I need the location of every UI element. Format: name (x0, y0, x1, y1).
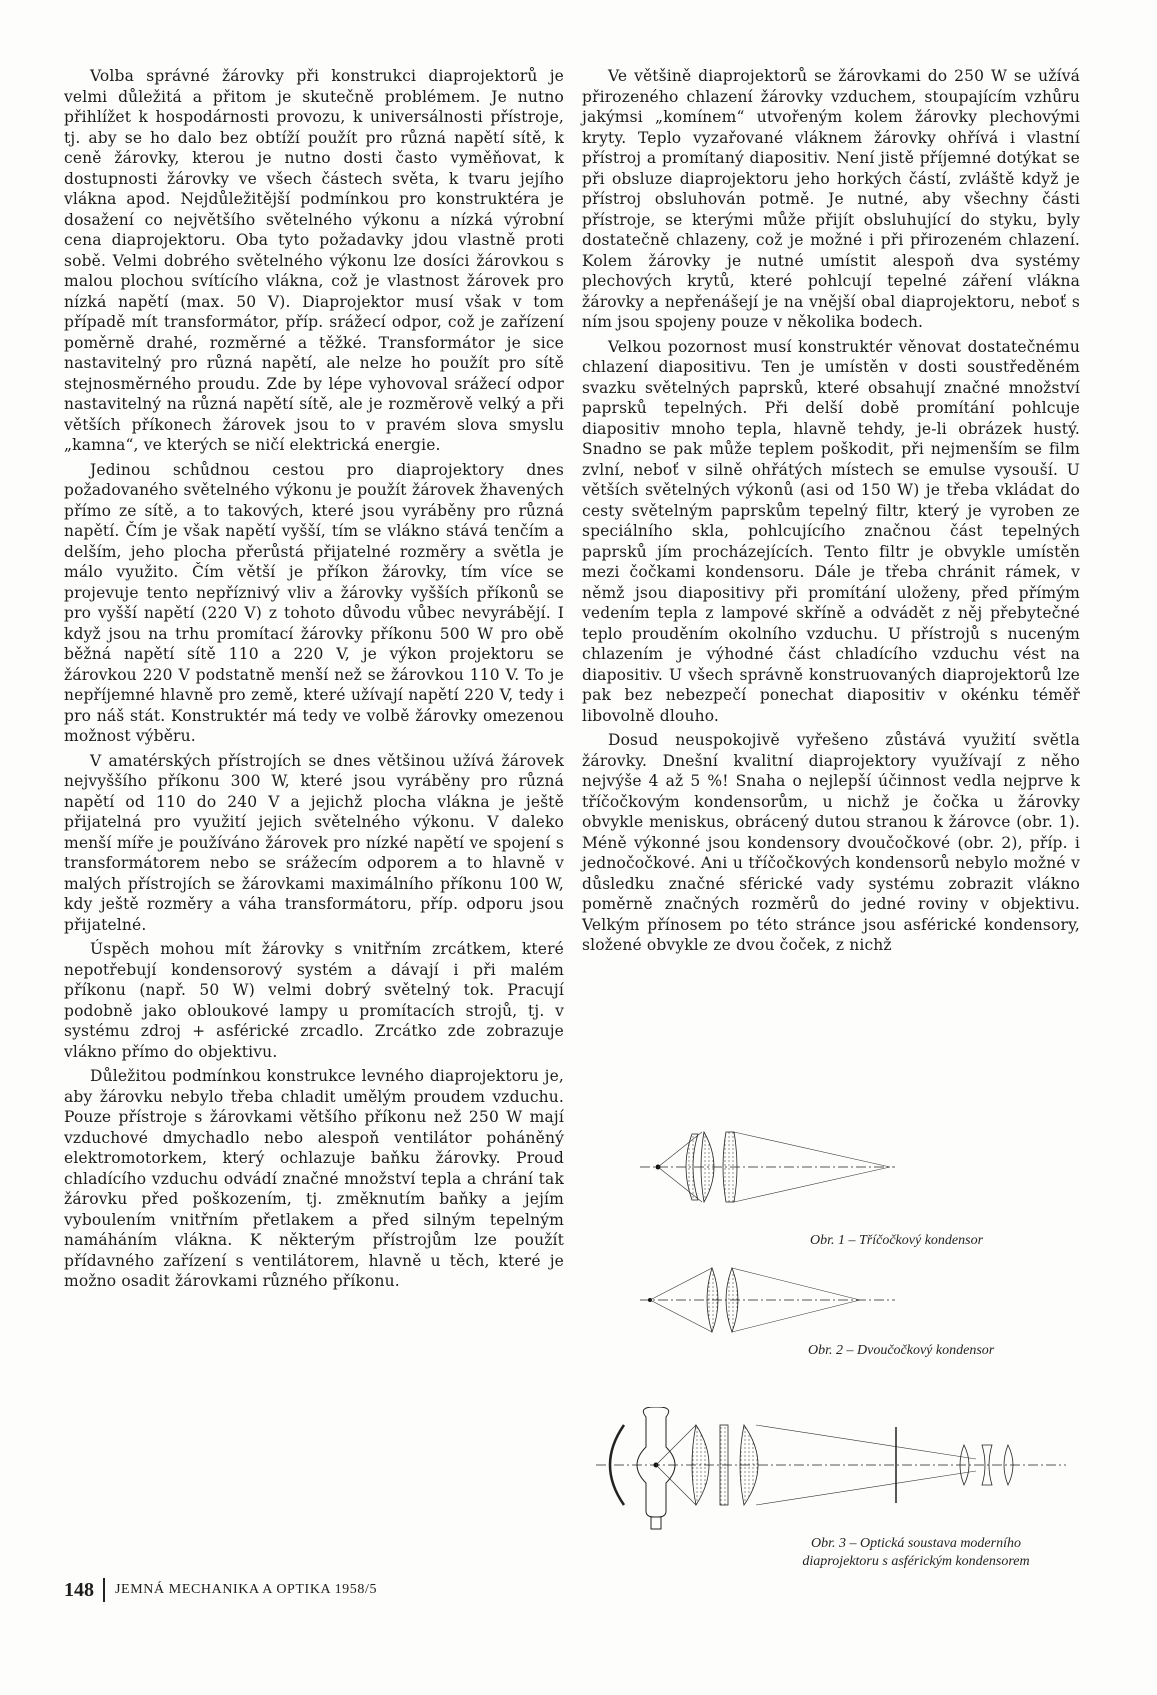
page-number: 148 (64, 1578, 94, 1601)
paragraph: Velkou pozornost musí konstruktér věnovat dostatečnému chlazení diapositivu. Ten je umístěn v dosti soustředěném svazku světelných paprsků, které obsahují značné množství paprsků tepelných. Při delší době promítání pohlcuje diapositiv mnoho tepla, hlavně tehdy, je-li obrázek hustý. Snadno se pak může teplem poškodit, při nejmenším se film zvlní, neboť v silně ohřátých místech se emulse vysouší. U větších světelných výkonů (asi od 150 W) je třeba vkládat do cesty světelným paprskům tepelný filtr, který je vyroben ze speciálního skla, pohlcujícího značnou část tepelných paprsků jím procházejících. Tento filtr je obvykle umístěn mezi čočkami kondensoru. Dále je třeba chránit rámek, v němž jsou diapositivy při promítání uloženy, před přímým vedením tepla z lampové skříně a odvádět z něj přebytečné teplo prouděním okolního vzduchu. U přístrojů s nuceným chlazením je výhodné část chladícího vzduchu vést na diapositiv. U všech správně konstruovaných diaprojektorů lze pak bez nebezpečí ponechat diapositiv v okénku téměř libovolně dlouho. (582, 337, 1080, 725)
paragraph: Úspěch mohou mít žárovky s vnitřním zrcátkem, které nepotřebují kondensorový systém a dávají i při malém příkonu (např. 50 W) velmi dobrý světelný tok. Pracují podobně jako obloukové lampy u promítacích strojů, tj. v systému zdroj + asférické zrcadlo. Zrcátko zde zobrazuje vlákno přímo do objektivu. (64, 940, 564, 1061)
journal-title: JEMNÁ MECHANIKA A OPTIKA 1958/5 (115, 1582, 378, 1597)
figure-three-lens-condenser (640, 1112, 1100, 1248)
figure-caption: Obr. 2 – Dvoučočkový kondensor (808, 1343, 995, 1358)
page-footer (64, 1578, 377, 1602)
paragraph: Dosud neuspokojivě vyřešeno zůstává využití světla žárovky. Dnešní kvalitní diaprojektory využívají z něho nejvýše 4 až 5 %! Snaha o nejlepší účinnost vedla nejprve k tříčočkovým kondensorům, u nichž je čočka u žárovky obvykle meniskus, obrácený dutou stranou k žárovce (obr. 1). Méně výkonné jsou kondensory dvoučočkové (obr. 2), příp. i jednočočkové. Ani u tříčočkových kondensorů nebylo možné v důsledku značné sférické vady systému zobrazit vlákno poměrně značných rozměrů do jedné roviny v objektivu. Velkým přínosem po této stránce jsou asférické kondensory, složené obvykle ze dvou čoček, z nichž (582, 731, 1080, 954)
footer-divider (103, 1578, 105, 1602)
paragraph: V amatérských přístrojích se dnes většinou užívá žárovek nejvyššího příkonu 300 W, které jsou vyráběny pro různá napětí od 110 do 240 V a jejichž plocha vlákna je ještě přijatelná pro využití jejich světelného výkonu. V daleko menší míře je používáno žárovek pro nízké napětí ve spojení s transformátorem nebo se srážecím odporem a to hlavně v malých přístrojích se žárovkami maximálního příkonu 100 W, kdy ještě rozměry a váha transformátoru, příp. odporu jsou přijatelné. (64, 751, 564, 934)
paragraph: Ve většině diaprojektorů se žárovkami do 250 W se užívá přirozeného chlazení žárovky vzduchem, stoupajícím vzhůru jakýmsi „komínem“ utvořeným kolem žárovky plechovými kryty. Teplo vyzařované vláknem žárovky ohřívá i vlastní přístroj a promítaný diapositiv. Není jistě příjemné dotýkat se při obsluze diaprojektoru jeho horkých částí, zvláště když je přístroj obsluhován potmě. Je nutné, aby všechny části přístroje, se kterými může přijít obsluhující do styku, byly dostatečně chlazeny, což je možné i při přirozeném chlazení. Kolem žárovky je nutné umístit alespoň dva systémy plechových krytů, které pohlcují tepelné záření vlákna žárovky a nepřenášejí je na vnější obal diaprojektoru, neboť s ním jsou spojeny pouze v několika bodech. (582, 67, 1080, 331)
projector-optical-system-diagram (596, 1407, 1076, 1537)
three-lens-condenser-diagram (640, 1112, 900, 1222)
figure-projector-optical-system (596, 1407, 1096, 1569)
two-lens-condenser-diagram (640, 1262, 900, 1338)
paragraph: Jedinou schůdnou cestou pro diaprojektory dnes požadovaného světelného výkonu je použít žárovek žhavených přímo ze sítě, a to takových, které jsou vyráběny pro různá napětí. Čím je však napětí vyšší, tím se vlákno stává tenčím a delším, jeho plocha přerůstá přijatelné rozměry a světla je málo využito. Čím větší je příkon žárovky, tím více se projevuje tento nepříznivý vliv a žárovky vyšších příkonů se pro vyšší napětí (220 V) z tohoto důvodu vůbec nevyrábějí. I když jsou na trhu promítací žárovky příkonu 500 W pro obě běžná napětí sítě 110 a 220 V, je výkon projektoru se žárovkou 220 V podstatně menší než se žárovkou 110 V. To je nepříjemné hlavně pro země, které užívají napětí 220 V, tedy i pro náš stát. Konstruktér má tedy ve volbě žárovky omezenou možnost výběru. (64, 460, 564, 745)
paragraph: Důležitou podmínkou konstrukce levného diaprojektoru je, aby žárovku nebylo třeba chladit umělým proudem vzduchu. Pouze přístroje s žárovkami většího příkonu než 250 W mají vzduchové dmychadlo nebo alespoň ventilátor poháněný elektromotorkem, který ochlazuje baňku žárovky. Proud chladícího vzduchu odvádí značné množství tepla a chrání tak žárovku před poškozením, tj. změknutím baňky a jejím vyboulením vnitřním přetlakem a před silným tepelným namáháním vlákna. K některým přístrojům lze použít přídavného zařízení s ventilátorem, hlavně u těch, které je možno osadit žárovkami různého příkonu. (64, 1067, 564, 1290)
right-column (582, 66, 1080, 960)
caption-line: diaprojektoru s asférickým kondensorem (802, 1554, 1030, 1569)
figure-caption: Obr. 1 – Tříčočkový kondensor (810, 1233, 984, 1248)
figure-caption (746, 1535, 1086, 1571)
caption-line: Obr. 3 – Optická soustava moderního (811, 1536, 1021, 1551)
figure-two-lens-condenser (640, 1262, 1100, 1358)
paragraph: Volba správné žárovky při konstrukci diaprojektorů je velmi důležitá a přitom je skutečně problémem. Je nutno přihlížet k hospodárnosti provozu, k universálnosti přístroje, tj. aby se ho dalo bez obtíží použít pro různá napětí sítě, k ceně žárovky, kterou je nutno dosti často vyměňovat, k dostupnosti žárovky ve všech částech světa, k tvaru jejího vlákna apod. Nejdůležitější podmínkou pro konstruktéra je dosažení co největšího světelného výkonu a nízká výrobní cena diaprojektoru. Oba tyto požadavky jdou vlastně proti sobě. Velmi dobrého světelného výkonu lze dosíci žárovkou s malou plochou svítícího vlákna, což je vlastnost žárovek pro nízká napětí (max. 50 V). Diaprojektor musí však v tom případě mít transformátor, příp. srážecí odpor, což je zařízení poměrně drahé, rozměrné a těžké. Transformátor je sice nastavitelný pro různá napětí, ale nelze ho použít pro sítě stejnosměrného proudu. Zde by lépe vyhovoval srážecí odpor nastavitelný na různá napětí sítě, ale je rozměrově velký a při větších příkonech žárovek jsou to v pravém slova smyslu „kamna“, ve kterých se ničí elektrická energie. (64, 67, 564, 454)
left-column (64, 66, 564, 1296)
